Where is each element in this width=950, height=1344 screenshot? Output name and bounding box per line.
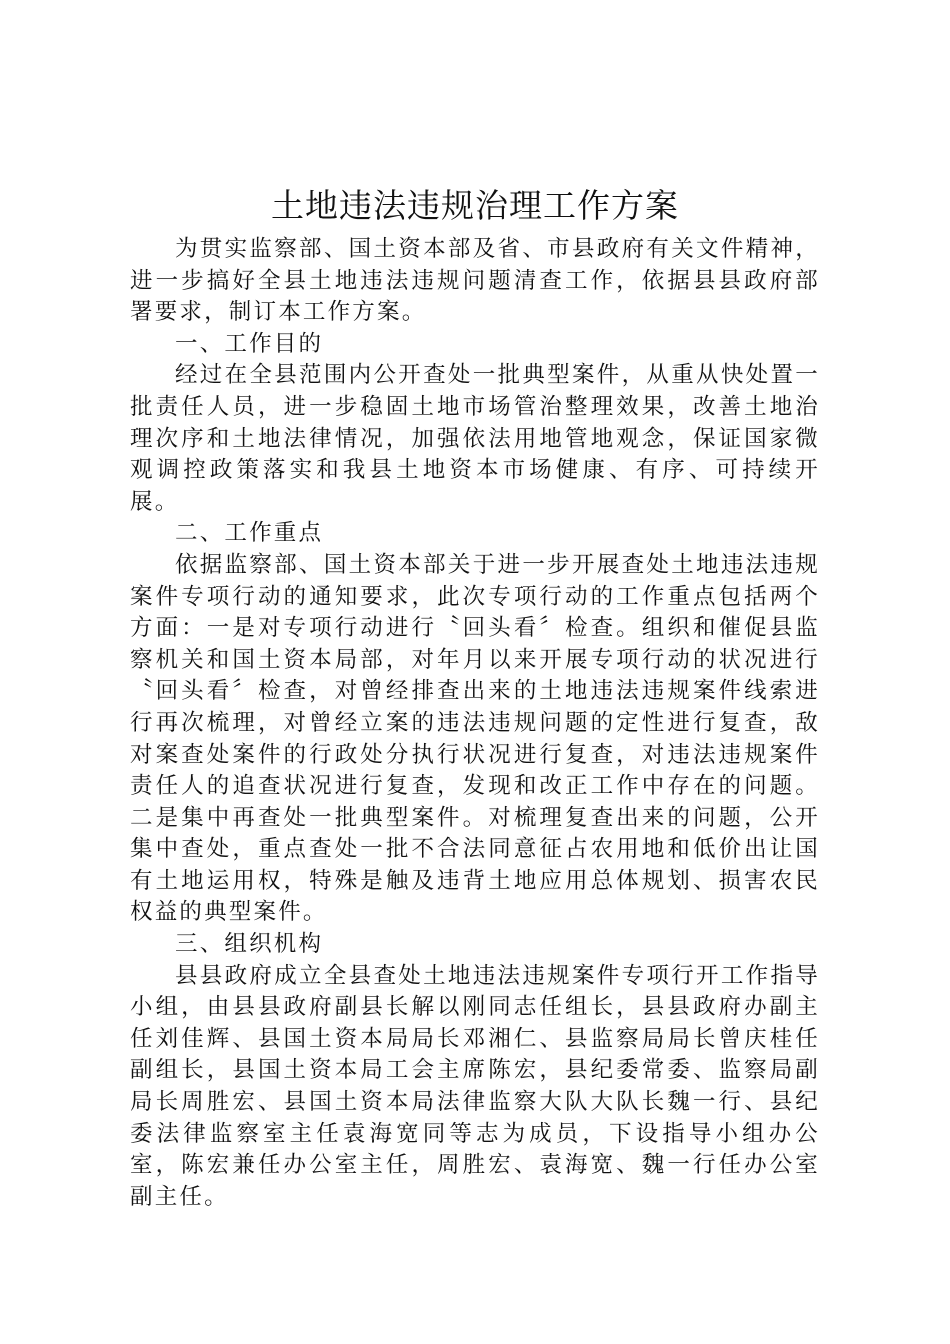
section-heading-organization: 三、组织机构	[175, 931, 324, 958]
section-body-organization: 县县政府成立全县查处土地违法违规案件专项行开工作指导小组，由县县政府副县长解以刚同志任组长，县县政府办副主任刘佳辉、县国土资本局局长邓湘仁、县监察局局长曾庆桂任副组长，县国土资本局工会主席陈宏，县纪委常委、监察局副局长周胜宏、县国土资本局法律监察大队大队长魏一行、县纪委法律监察室主任袁海宽同等志为成员，下设指导小组办公室，陈宏兼任办公室主任，周胜宏、袁海宽、魏一行任办公室副主任。	[130, 962, 820, 1210]
section-heading-purpose: 一、工作目的	[175, 330, 324, 357]
section-body-purpose: 经过在全县范围内公开查处一批典型案件，从重从快处置一批责任人员，进一步稳固土地市场管治整理效果，改善土地治理次序和土地法律情况，加强依法用地管地观念，保证国家微观调控政策落实和我县土地资本市场健康、有序、可持续开展。	[130, 362, 820, 515]
document-title: 土地违法违规治理工作方案	[271, 186, 679, 225]
document-body	[130, 234, 820, 1213]
intro-paragraph: 为贯实监察部、国土资本部及省、市县政府有关文件精神，进一步搞好全县土地违法违规问题清查工作，依据县县政府部署要求，制订本工作方案。	[130, 236, 820, 326]
section-body-focus: 依据监察部、国土资本部关于进一步开展查处土地违法违规案件专项行动的通知要求，此次专项行动的工作重点包括两个方面：一是对专项行动进行〝回头看〞检查。组织和催促县监察机关和国土资本局部，对年月以来开展专项行动的状况进行〝回头看〞检查，对曾经排查出来的土地违法违规案件线索进行再次梳理，对曾经立案的违法违规问题的定性进行复查，敌对案查处案件的行政处分执行状况进行复查，对违法违规案件责任人的追查状况进行复查，发现和改正工作中存在的问题。二是集中再查处一批典型案件。对梳理复查出来的问题，公开集中查处，重点查处一批不合法同意征占农用地和低价出让国有土地运用权，特殊是触及违背土地应用总体规划、损害农民权益的典型案件。	[130, 551, 820, 926]
section-heading-focus: 二、工作重点	[175, 520, 324, 547]
